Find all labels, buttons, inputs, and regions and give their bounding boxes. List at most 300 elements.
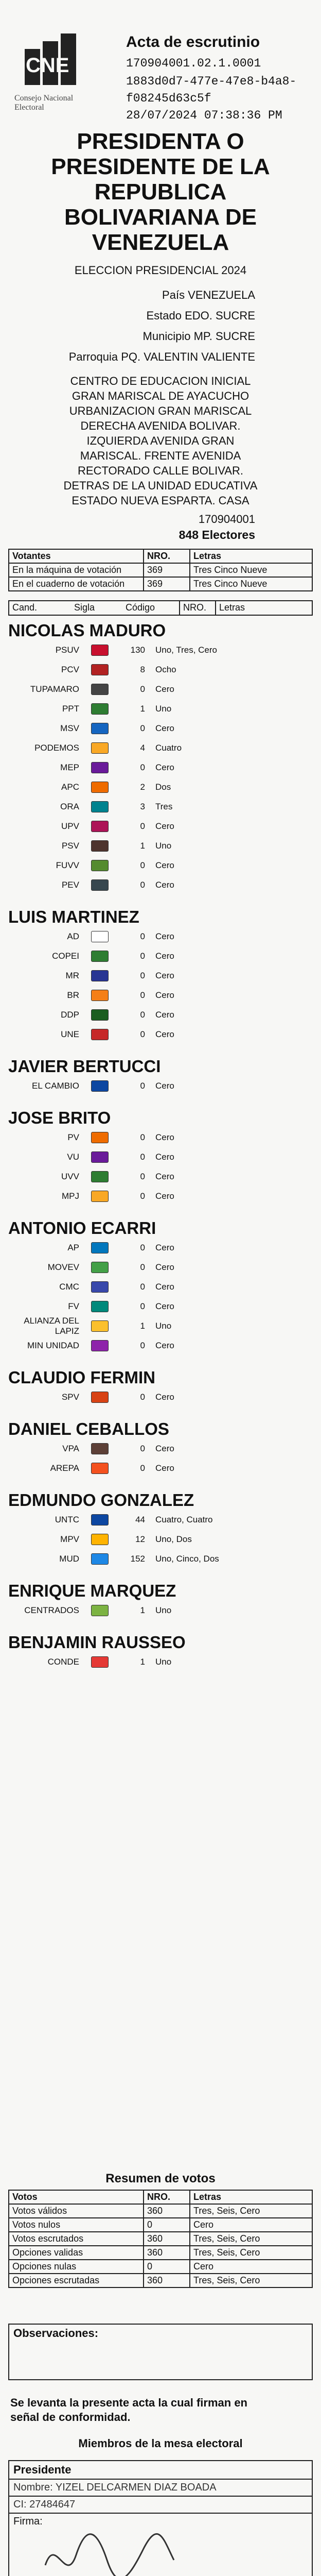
party-votes: 1 (140, 1605, 145, 1615)
party-row (8, 1601, 313, 1620)
resumen-nro: 360 (143, 2274, 189, 2287)
party-logo-icon (90, 721, 110, 736)
party-logo-icon (90, 838, 110, 854)
resumen-letras: Tres, Seis, Cero (189, 2205, 312, 2217)
party-logo-icon (90, 1189, 110, 1204)
resumen-row (9, 2205, 312, 2218)
party-votes-words: Cero (155, 971, 174, 980)
party-logo-icon (90, 1338, 110, 1353)
party-sigla: MUD (59, 1554, 79, 1564)
resumen-nro: 0 (143, 2260, 189, 2273)
party-votes-words: Cuatro (155, 743, 182, 753)
party-votes: 0 (140, 1282, 145, 1292)
party-votes-words: Cero (155, 1282, 174, 1292)
party-sigla: AREPA (50, 1463, 79, 1473)
party-votes-words: Cero (155, 1463, 174, 1473)
resumen-table (8, 2190, 313, 2288)
party-votes-words: Cero (155, 931, 174, 941)
party-votes: 8 (140, 665, 145, 674)
resumen-label: Opciones validas (12, 2247, 83, 2258)
candidate-name: EDMUNDO GONZALEZ (8, 1490, 194, 1510)
party-sigla: PODEMOS (34, 743, 79, 753)
votantes-letras: Tres Cinco Nueve (189, 578, 312, 590)
party-votes-words: Cero (155, 1392, 174, 1402)
resumen-nro: 360 (143, 2232, 189, 2245)
party-row (8, 1025, 313, 1044)
party-row (8, 738, 313, 758)
party-sigla: UVV (61, 1172, 79, 1181)
member-ci: CI: 27484647 (9, 2497, 312, 2514)
party-votes: 0 (140, 1243, 145, 1252)
election-title-line: VENEZUELA (92, 230, 229, 255)
party-votes: 0 (140, 723, 145, 733)
party-votes-words: Cero (155, 762, 174, 772)
party-votes-words: Ocho (155, 665, 176, 674)
party-sigla: MR (65, 971, 79, 980)
party-row (8, 1076, 313, 1096)
electores-count: 848 Electores (179, 528, 255, 541)
closing-line: señal de conformidad. (10, 2411, 131, 2424)
party-logo-icon (90, 988, 110, 1003)
party-votes-words: Uno (155, 1321, 172, 1331)
party-sigla: MPV (60, 1534, 79, 1544)
center-line: RECTORADO CALLE BOLIVAR. (78, 464, 243, 477)
election-name: ELECCION PRESIDENCIAL 2024 (74, 264, 247, 277)
candidate-name: JAVIER BERTUCCI (8, 1057, 161, 1076)
party-votes: 0 (140, 821, 145, 831)
resumen-row (9, 2246, 312, 2260)
party-votes-words: Uno, Tres, Cero (155, 645, 217, 655)
center-line: ESTADO NUEVA ESPARTA. CASA (72, 494, 249, 507)
party-votes: 0 (140, 684, 145, 694)
candidate-name: DANIEL CEBALLOS (8, 1419, 169, 1438)
resumen-row (9, 2260, 312, 2274)
party-logo-icon (90, 968, 110, 984)
party-row (8, 986, 313, 1005)
col-nro: NRO. (143, 2191, 189, 2204)
candidate-block (8, 1490, 313, 1569)
party-votes-words: Uno (155, 1605, 172, 1615)
party-votes: 0 (140, 971, 145, 980)
party-logo-icon (90, 1389, 110, 1405)
center-line: MARISCAL. FRENTE AVENIDA (80, 449, 241, 462)
party-logo-icon (90, 1149, 110, 1165)
party-row (8, 836, 313, 856)
party-sigla: PEV (61, 880, 79, 890)
party-votes: 0 (140, 1262, 145, 1272)
estado: Estado EDO. SUCRE (146, 309, 255, 322)
party-votes-words: Cero (155, 1301, 174, 1311)
candidate-block (8, 1633, 313, 1672)
party-votes-words: Uno (155, 1657, 172, 1667)
party-logo-icon (90, 1654, 110, 1670)
party-logo-icon (90, 1279, 110, 1295)
party-logo-icon (90, 701, 110, 717)
party-votes-words: Dos (155, 782, 171, 792)
resumen-label: Votos válidos (12, 2206, 67, 2216)
observaciones-title: Observaciones: (13, 2327, 99, 2340)
party-sigla: PCV (61, 665, 79, 674)
col-letras: Letras (189, 2191, 312, 2204)
party-logo-icon (90, 858, 110, 873)
party-sigla: MSV (60, 723, 79, 733)
party-votes-words: Cero (155, 990, 174, 1000)
party-row (8, 1549, 313, 1569)
party-sigla: MEP (60, 762, 79, 772)
party-votes: 2 (140, 782, 145, 792)
col-cand: Cand. (12, 602, 38, 613)
party-votes-words: Cero (155, 880, 174, 890)
party-sigla: UNE (61, 1029, 79, 1039)
member-name: Nombre: YIZEL DELCARMEN DIAZ BOADA (9, 2480, 312, 2497)
party-row (8, 777, 313, 797)
party-row (8, 1459, 313, 1478)
party-votes-words: Uno, Cinco, Dos (155, 1554, 219, 1564)
party-votes: 0 (140, 860, 145, 870)
org-subtitle: Consejo Nacional Electoral (14, 94, 74, 112)
party-votes: 0 (140, 1010, 145, 1020)
party-row (8, 758, 313, 777)
party-logo-icon (90, 819, 110, 834)
party-sigla: APC (61, 782, 79, 792)
party-logo-icon (90, 1551, 110, 1567)
candidate-block (8, 1419, 313, 1478)
votantes-header (9, 550, 312, 564)
party-votes: 4 (140, 743, 145, 753)
party-logo-icon (90, 760, 110, 775)
party-row (8, 1258, 313, 1277)
party-logo-icon (90, 1512, 110, 1528)
closing-line: Se levanta la presente acta la cual firman en (10, 2396, 247, 2409)
party-row (8, 660, 313, 680)
candidate-block (8, 1057, 313, 1096)
party-sigla: PSUV (55, 645, 79, 655)
party-logo-icon (90, 1441, 110, 1456)
party-votes: 0 (140, 1191, 145, 1201)
party-logo-icon (90, 682, 110, 697)
party-row (8, 1187, 313, 1206)
candidate-name: LUIS MARTINEZ (8, 907, 139, 926)
party-votes: 0 (140, 762, 145, 772)
party-sigla: FUVV (56, 860, 79, 870)
party-sigla: SPV (61, 1392, 79, 1402)
resumen-rows (9, 2205, 312, 2287)
party-votes: 152 (130, 1554, 145, 1564)
member-role: Presidente (9, 2461, 312, 2480)
center-line: DETRAS DE LA UNIDAD EDUCATIVA (63, 479, 258, 492)
party-sigla: CMC (59, 1282, 79, 1292)
center-line: CENTRO DE EDUCACION INICIAL (70, 375, 251, 387)
party-sigla: MIN UNIDAD (27, 1341, 79, 1350)
party-votes: 0 (140, 1341, 145, 1350)
election-title (0, 129, 321, 255)
candidate-block (8, 907, 313, 1044)
resumen-letras: Cero (189, 2260, 312, 2273)
party-votes-words: Cero (155, 684, 174, 694)
party-sigla: COPEI (52, 951, 79, 961)
party-row (8, 640, 313, 660)
party-sigla: TUPAMARO (30, 684, 79, 694)
party-votes-words: Cero (155, 1262, 174, 1272)
party-votes: 0 (140, 1172, 145, 1181)
members-title: Miembros de la mesa electoral (78, 2437, 243, 2450)
party-logo-icon (90, 1169, 110, 1184)
candidate-name: JOSE BRITO (8, 1108, 111, 1127)
resumen-row (9, 2218, 312, 2232)
party-votes: 0 (140, 1444, 145, 1453)
resumen-label: Votos escrutados (12, 2233, 84, 2244)
votantes-letras: Tres Cinco Nueve (189, 564, 312, 577)
resumen-row (9, 2274, 312, 2287)
party-votes: 0 (140, 1081, 145, 1091)
party-votes-words: Cero (155, 1132, 174, 1142)
party-sigla: UNTC (55, 1515, 79, 1524)
party-row (8, 1652, 313, 1672)
party-votes: 1 (140, 1657, 145, 1667)
party-row (8, 1530, 313, 1549)
party-sigla: ALIANZA DEL LAPIZ (24, 1316, 79, 1336)
col-votantes: Votantes (12, 551, 51, 561)
party-logo-icon (90, 740, 110, 756)
party-votes-words: Cero (155, 1341, 174, 1350)
candidate-block (8, 1108, 313, 1206)
party-votes-words: Cero (155, 1243, 174, 1252)
party-votes-words: Cero (155, 1081, 174, 1091)
party-votes-words: Cero (155, 860, 174, 870)
party-votes: 0 (140, 1301, 145, 1311)
resumen-label: Votos nulos (12, 2219, 61, 2230)
party-row (8, 1387, 313, 1407)
candidate-block (8, 1581, 313, 1620)
party-row (8, 1510, 313, 1530)
votantes-label: En el cuaderno de votación (12, 579, 125, 589)
party-votes: 0 (140, 880, 145, 890)
handwritten-signature (40, 2524, 194, 2576)
party-votes-words: Cero (155, 1029, 174, 1039)
party-row (8, 1238, 313, 1258)
party-logo-icon (90, 1260, 110, 1275)
party-votes: 130 (130, 645, 145, 655)
acta-datetime: 28/07/2024 07:38:36 PM (126, 109, 282, 122)
party-votes: 0 (140, 1029, 145, 1039)
party-votes-words: Cero (155, 1191, 174, 1201)
resumen-nro: 360 (143, 2205, 189, 2217)
candidate-name: BENJAMIN RAUSSEO (8, 1633, 186, 1652)
party-votes: 0 (140, 1132, 145, 1142)
party-votes-words: Uno (155, 704, 172, 714)
party-logo-icon (90, 1532, 110, 1547)
party-sigla: DDP (61, 1010, 79, 1020)
party-row (8, 1277, 313, 1297)
party-votes-words: Cero (155, 1010, 174, 1020)
election-title-line: REPUBLICA (94, 179, 227, 205)
party-votes: 1 (140, 1321, 145, 1331)
party-sigla: AP (67, 1243, 79, 1252)
party-row (8, 1297, 313, 1316)
party-row (8, 719, 313, 738)
party-row (8, 1167, 313, 1187)
center-line: IZQUIERDA AVENIDA GRAN (86, 434, 235, 447)
party-votes-words: Tres (155, 802, 173, 811)
party-logo-icon (90, 1027, 110, 1042)
party-sigla: PPT (62, 704, 79, 714)
resumen-letras: Tres, Seis, Cero (189, 2274, 312, 2287)
party-sigla: EL CAMBIO (32, 1081, 79, 1091)
party-logo-icon (90, 799, 110, 815)
acta-uuid-2: f08245d63c5f (126, 92, 211, 105)
col-votos: Votos (12, 2192, 38, 2202)
party-row (8, 680, 313, 699)
party-row (8, 1147, 313, 1167)
acta-code: 170904001.02.1.0001 (126, 57, 261, 70)
party-row (8, 699, 313, 719)
party-logo-icon (90, 1461, 110, 1476)
firma-label: Firma: (13, 2516, 43, 2527)
candidate-name: NICOLAS MADURO (8, 621, 166, 640)
candidate-name: ANTONIO ECARRI (8, 1218, 156, 1238)
party-row (8, 966, 313, 986)
cand-table-header (8, 600, 313, 616)
party-row (8, 856, 313, 875)
party-votes: 0 (140, 951, 145, 961)
party-votes-words: Cero (155, 1172, 174, 1181)
party-logo-icon (90, 1078, 110, 1094)
col-nro: NRO. (179, 601, 215, 615)
party-row (8, 1336, 313, 1355)
party-logo-icon (90, 948, 110, 964)
party-logo-icon (90, 1299, 110, 1314)
party-logo-icon (90, 929, 110, 944)
party-logo-icon (90, 642, 110, 658)
party-row (8, 927, 313, 946)
election-title-line: PRESIDENTE DE LA (51, 154, 270, 179)
votantes-row (9, 564, 312, 578)
center-line: DERECHA AVENIDA BOLIVAR. (80, 419, 241, 432)
center-address (0, 374, 321, 508)
election-title-line: PRESIDENTA O (77, 129, 244, 154)
party-votes: 0 (140, 1392, 145, 1402)
votantes-row (9, 578, 312, 590)
col-letras: Letras (189, 550, 312, 563)
parroquia: Parroquia PQ. VALENTIN VALIENTE (68, 350, 255, 363)
col-letras: Letras (215, 601, 312, 615)
party-votes: 0 (140, 931, 145, 941)
resumen-letras: Tres, Seis, Cero (189, 2232, 312, 2245)
party-votes-words: Cero (155, 723, 174, 733)
party-row (8, 797, 313, 817)
party-row (8, 875, 313, 895)
party-sigla: CONDE (47, 1657, 79, 1667)
candidate-block (8, 1218, 313, 1355)
party-votes-words: Cero (155, 1444, 174, 1453)
candidate-name: ENRIQUE MARQUEZ (8, 1581, 176, 1600)
party-sigla: VPA (62, 1444, 79, 1453)
party-votes-words: Cero (155, 821, 174, 831)
election-title-line: BOLIVARIANA DE (64, 205, 257, 230)
resumen-letras: Cero (189, 2218, 312, 2231)
closing-text (10, 2396, 311, 2425)
resumen-label: Opciones escrutadas (12, 2275, 100, 2285)
votantes-label: En la máquina de votación (12, 565, 122, 575)
party-votes: 44 (135, 1515, 145, 1524)
party-sigla: AD (67, 931, 79, 941)
party-sigla: MPJ (62, 1191, 79, 1201)
party-sigla: ORA (60, 802, 79, 811)
resumen-header (9, 2191, 312, 2205)
party-sigla: FV (68, 1301, 79, 1311)
party-votes: 0 (140, 1152, 145, 1162)
party-sigla: MOVEV (47, 1262, 79, 1272)
party-votes: 0 (140, 1463, 145, 1473)
col-nro: NRO. (143, 550, 189, 563)
party-row (8, 946, 313, 966)
party-votes-words: Cuatro, Cuatro (155, 1515, 213, 1524)
party-logo-icon (90, 877, 110, 893)
votantes-nro: 369 (143, 564, 189, 577)
municipio: Municipio MP. SUCRE (142, 330, 255, 343)
party-votes: 3 (140, 802, 145, 811)
party-sigla: UPV (61, 821, 79, 831)
party-logo-icon (90, 662, 110, 677)
votantes-nro: 369 (143, 578, 189, 590)
party-row (8, 1439, 313, 1459)
cne-logo (14, 31, 92, 93)
party-votes-words: Cero (155, 1152, 174, 1162)
member-signature-box (8, 2460, 313, 2576)
party-logo-icon (90, 1240, 110, 1256)
party-logo-icon (90, 1007, 110, 1023)
party-votes-words: Uno, Dos (155, 1534, 192, 1544)
party-row (8, 1005, 313, 1025)
party-votes: 12 (135, 1534, 145, 1544)
observaciones-box (8, 2324, 313, 2380)
party-sigla: PSV (61, 841, 79, 851)
candidate-block (8, 621, 313, 895)
party-votes: 1 (140, 704, 145, 714)
party-row (8, 817, 313, 836)
candidate-block (8, 1368, 313, 1407)
party-sigla: BR (67, 990, 79, 1000)
pais: País VENEZUELA (162, 289, 255, 301)
party-sigla: CENTRADOS (24, 1605, 79, 1615)
party-sigla: VU (67, 1152, 79, 1162)
votantes-table (8, 549, 313, 591)
col-sigla: Sigla (74, 602, 95, 613)
party-logo-icon (90, 779, 110, 795)
resumen-nro: 360 (143, 2246, 189, 2259)
resumen-row (9, 2232, 312, 2246)
center-line: GRAN MARISCAL DE AYACUCHO (72, 389, 249, 402)
party-logo-icon (90, 1130, 110, 1145)
cne-logo-text: CNE (26, 54, 69, 77)
resumen-letras: Tres, Seis, Cero (189, 2246, 312, 2259)
candidate-name: CLAUDIO FERMIN (8, 1368, 155, 1387)
resumen-label: Opciones nulas (12, 2261, 77, 2272)
center-line: URBANIZACION GRAN MARISCAL (69, 404, 252, 417)
party-logo-icon (90, 1318, 110, 1334)
resumen-nro: 0 (143, 2218, 189, 2231)
party-votes: 0 (140, 990, 145, 1000)
col-codigo: Código (126, 602, 155, 613)
receipt-header (0, 0, 321, 541)
party-logo-icon (90, 1603, 110, 1618)
acta-uuid-1: 1883d0d7-477e-47e8-b4a8- (126, 75, 297, 88)
party-row (8, 1128, 313, 1147)
party-row (8, 1316, 313, 1336)
party-votes: 1 (140, 841, 145, 851)
party-votes-words: Uno (155, 841, 172, 851)
party-votes-words: Cero (155, 951, 174, 961)
